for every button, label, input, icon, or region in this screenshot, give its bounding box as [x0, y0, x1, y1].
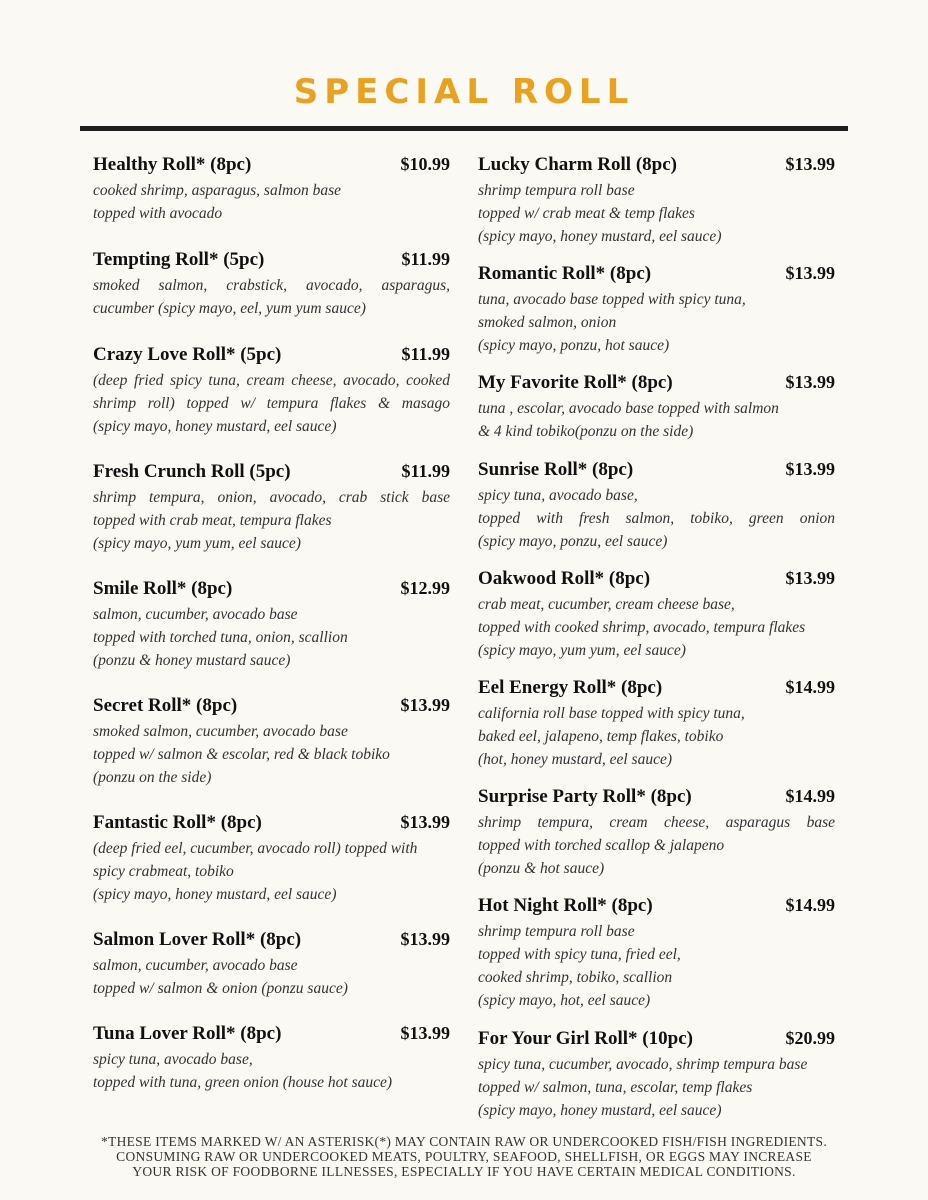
description-line: topped w/ crab meat & temp flakes: [478, 205, 695, 222]
menu-item-header: [93, 249, 450, 273]
disclaimer-line: *THESE ITEMS MARKED W/ AN ASTERISK(*) MAY CONTAIN RAW OR UNDERCOOKED FISH/FISH INGREDIENTS.: [100, 1134, 828, 1149]
menu-item-price: $13.99: [400, 812, 450, 832]
menu-item-price: $14.99: [785, 786, 835, 806]
description-line: (ponzu & hot sauce): [478, 860, 605, 877]
menu-item-description: [478, 811, 835, 880]
title-divider: [80, 126, 848, 131]
menu-item-description: [478, 179, 835, 248]
description-line: (hot, honey mustard, eel sauce): [478, 751, 672, 768]
description-line: (ponzu on the side): [93, 769, 212, 786]
menu-item: [478, 263, 835, 357]
menu-item-price: $13.99: [785, 372, 835, 392]
description-line: topped with avocado: [93, 205, 223, 222]
description-line: (spicy mayo, yum yum, eel sauce): [478, 642, 686, 659]
menu-item-description: [93, 274, 450, 320]
description-line: shrimp tempura, cream cheese, asparagus base: [478, 814, 835, 831]
description-line: (ponzu & honey mustard sauce): [93, 652, 291, 669]
menu-item: [478, 372, 835, 443]
menu-item-name: Sunrise Roll* (8pc): [478, 459, 634, 480]
description-line: & 4 kind tobiko(ponzu on the side): [478, 423, 694, 440]
description-line: smoked salmon, crabstick, avocado, asparagus,: [93, 277, 450, 294]
menu-item: [93, 461, 450, 555]
menu-item: [93, 154, 450, 225]
menu-item-price: $13.99: [400, 929, 450, 949]
menu-item-header: [93, 578, 450, 602]
menu-item-header: [478, 677, 835, 701]
menu-item-header: [93, 344, 450, 368]
menu-item-price: $13.99: [785, 154, 835, 174]
description-line: topped w/ salmon & escolar, red & black tobiko: [93, 746, 390, 763]
menu-item-price: $20.99: [785, 1028, 835, 1048]
menu-item: [478, 1028, 835, 1122]
menu-item-name: Surprise Party Roll* (8pc): [478, 786, 692, 807]
description-line: cucumber (spicy mayo, eel, yum yum sauce): [93, 300, 366, 317]
menu-item-description: [93, 837, 450, 906]
menu-title: SPECIAL ROLL: [293, 72, 635, 112]
menu-item-price: $11.99: [401, 249, 450, 269]
menu-item-name: Oakwood Roll* (8pc): [478, 568, 651, 589]
menu-item-name: Tempting Roll* (5pc): [93, 249, 265, 270]
description-line: topped with tuna, green onion (house hot sauce): [93, 1074, 393, 1091]
menu-item-header: [478, 154, 835, 178]
description-line: crab meat, cucumber, cream cheese base,: [478, 596, 735, 613]
menu-item-header: [93, 1023, 450, 1047]
menu-item-price: $13.99: [400, 1023, 450, 1043]
description-line: topped with crab meat, tempura flakes: [93, 512, 332, 529]
description-line: spicy crabmeat, tobiko: [93, 863, 234, 880]
menu-item-description: [93, 954, 450, 1000]
menu-item: [93, 1023, 450, 1094]
description-line: (spicy mayo, ponzu, hot sauce): [478, 337, 670, 354]
menu-item-header: [93, 695, 450, 719]
menu-item: [478, 786, 835, 880]
menu-item-name: Hot Night Roll* (8pc): [478, 895, 653, 916]
menu-item-price: $11.99: [401, 344, 450, 364]
menu-item: [93, 578, 450, 672]
description-line: cooked shrimp, asparagus, salmon base: [93, 182, 341, 199]
menu-item: [93, 812, 450, 906]
description-line: topped with torched tuna, onion, scallion: [93, 629, 348, 646]
description-line: smoked salmon, onion: [478, 314, 617, 331]
description-line: topped with fresh salmon, tobiko, green onion: [478, 510, 835, 527]
description-line: shrimp tempura, onion, avocado, crab stick base: [93, 489, 450, 506]
menu-item-name: Secret Roll* (8pc): [93, 695, 238, 716]
menu-item-price: $13.99: [400, 695, 450, 715]
menu-item-header: [478, 372, 835, 396]
menu-item-description: [478, 920, 835, 1012]
menu-item-price: $13.99: [785, 263, 835, 283]
menu-item-price: $14.99: [785, 677, 835, 697]
description-line: baked eel, jalapeno, temp flakes, tobiko: [478, 728, 724, 745]
menu-item: [478, 459, 835, 553]
description-line: spicy tuna, avocado base,: [93, 1051, 253, 1068]
description-line: tuna, avocado base topped with spicy tuna,: [478, 291, 746, 308]
menu-item-description: [93, 1048, 450, 1094]
description-line: (spicy mayo, honey mustard, eel sauce): [478, 228, 722, 245]
menu-item: [478, 677, 835, 771]
description-line: topped w/ salmon, tuna, escolar, temp flakes: [478, 1079, 753, 1096]
menu-item-price: $13.99: [785, 568, 835, 588]
description-line: (spicy mayo, ponzu, eel sauce): [478, 533, 668, 550]
menu-item: [478, 568, 835, 662]
description-line: topped with spicy tuna, fried eel,: [478, 946, 681, 963]
menu-item-name: Fresh Crunch Roll (5pc): [93, 461, 291, 482]
menu-item: [93, 344, 450, 438]
menu-item-price: $11.99: [401, 461, 450, 481]
description-line: spicy tuna, avocado base,: [478, 487, 638, 504]
menu-item: [93, 695, 450, 789]
description-line: shrimp tempura roll base: [478, 182, 635, 199]
menu-item-header: [478, 895, 835, 919]
menu-item-header: [93, 154, 450, 178]
menu-item: [93, 929, 450, 1000]
menu-item-header: [93, 461, 450, 485]
menu-item-name: Fantastic Roll* (8pc): [93, 812, 262, 833]
menu-item-price: $13.99: [785, 459, 835, 479]
description-line: (spicy mayo, honey mustard, eel sauce): [93, 418, 337, 435]
description-line: salmon, cucumber, avocado base: [93, 957, 298, 974]
raw-food-disclaimer: [40, 1134, 888, 1179]
menu-item-description: [93, 486, 450, 555]
disclaimer-line: YOUR RISK OF FOODBORNE ILLNESSES, ESPECIALLY IF YOU HAVE CERTAIN MEDICAL CONDITIONS.: [132, 1164, 796, 1179]
description-line: (spicy mayo, honey mustard, eel sauce): [478, 1102, 722, 1119]
menu-item-price: $12.99: [400, 578, 450, 598]
description-line: (spicy mayo, hot, eel sauce): [478, 992, 651, 1009]
description-line: spicy tuna, cucumber, avocado, shrimp tempura base: [478, 1056, 808, 1073]
menu-item-description: [478, 288, 835, 357]
menu-item: [93, 249, 450, 320]
description-line: shrimp tempura roll base: [478, 923, 635, 940]
menu-item-header: [478, 459, 835, 483]
menu-item-price: $14.99: [785, 895, 835, 915]
menu-item-header: [478, 263, 835, 287]
menu-item-description: [478, 397, 835, 443]
menu-item-price: $10.99: [400, 154, 450, 174]
menu-item-name: My Favorite Roll* (8pc): [478, 372, 673, 393]
description-line: salmon, cucumber, avocado base: [93, 606, 298, 623]
menu-item-name: Salmon Lover Roll* (8pc): [93, 929, 302, 950]
menu-item-header: [93, 812, 450, 836]
description-line: shrimp roll) topped w/ tempura flakes & masago: [93, 395, 450, 412]
menu-item: [478, 895, 835, 1012]
description-line: (spicy mayo, yum yum, eel sauce): [93, 535, 301, 552]
menu-item-name: Smile Roll* (8pc): [93, 578, 233, 599]
menu-item-name: Eel Energy Roll* (8pc): [478, 677, 663, 698]
menu-item-name: Healthy Roll* (8pc): [93, 154, 252, 175]
description-line: topped with torched scallop & jalapeno: [478, 837, 725, 854]
description-line: (spicy mayo, honey mustard, eel sauce): [93, 886, 337, 903]
description-line: smoked salmon, cucumber, avocado base: [93, 723, 348, 740]
menu-item-name: Lucky Charm Roll (8pc): [478, 154, 677, 175]
menu-item-description: [478, 593, 835, 662]
menu-item-header: [478, 786, 835, 810]
menu-item-description: [93, 720, 450, 789]
menu-item-header: [478, 568, 835, 592]
description-line: cooked shrimp, tobiko, scallion: [478, 969, 673, 986]
menu-item: [478, 154, 835, 248]
menu-item-header: [93, 929, 450, 953]
description-line: (deep fried eel, cucumber, avocado roll) topped with: [93, 840, 418, 857]
menu-item-name: Romantic Roll* (8pc): [478, 263, 652, 284]
menu-item-name: For Your Girl Roll* (10pc): [478, 1028, 693, 1049]
disclaimer-line: CONSUMING RAW OR UNDERCOOKED MEATS, POULTRY, SEAFOOD, SHELLFISH, OR EGGS MAY INCREASE: [116, 1149, 812, 1164]
menu-item-description: [478, 1053, 835, 1122]
menu-item-name: Crazy Love Roll* (5pc): [93, 344, 282, 365]
description-line: topped with cooked shrimp, avocado, tempura flakes: [478, 619, 806, 636]
menu-item-header: [478, 1028, 835, 1052]
description-line: tuna , escolar, avocado base topped with salmon: [478, 400, 779, 417]
description-line: california roll base topped with spicy tuna,: [478, 705, 745, 722]
description-line: topped w/ salmon & onion (ponzu sauce): [93, 980, 348, 997]
menu-item-description: [478, 484, 835, 553]
menu-item-description: [478, 702, 835, 771]
menu-item-description: [93, 179, 450, 225]
description-line: (deep fried spicy tuna, cream cheese, avocado, cooked: [93, 372, 450, 389]
menu-item-description: [93, 603, 450, 672]
menu-item-name: Tuna Lover Roll* (8pc): [93, 1023, 282, 1044]
menu-item-description: [93, 369, 450, 438]
